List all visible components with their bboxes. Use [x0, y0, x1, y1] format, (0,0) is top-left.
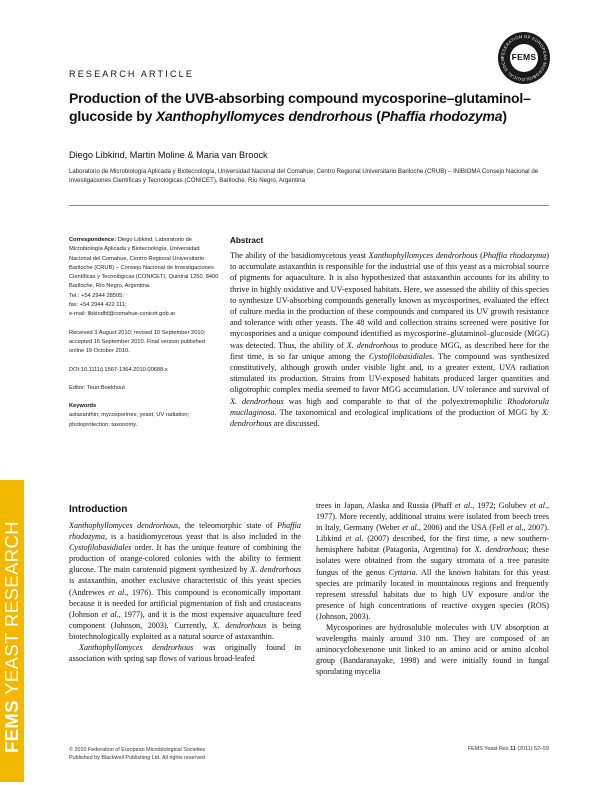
- received-dates: Received 3 August 2010; revised 10 September 2010; accepted 16 September 2010. Final version published online 19 October 2010.: [69, 329, 206, 355]
- article-title: Production of the UVB-absorbing compound mycosporine–glutaminol–glucoside by Xanthophyllomyces dendrorhous (Phaffia rhodozyma): [69, 90, 531, 124]
- intro-paragraph: Xanthophyllomyces dendrorhous, the teleomorphic state of Phaffia rhodozyma, is a basidiomycetous yeast that is also included in the Cystofilobasidiales order. It has the unique feature of combining the production of orange-colored colonies with the ability to ferment glucose. The main carotenoid pigment synthesized by X. dendrorhous is astaxanthin, another exclusive characteristic of this yeast species (Andrewes et al., 1976). This compound is economically important because it is needed for artificial pigmentation of fish and crustaceans (Johnson et al., 1977), and it is the most expensive aquaculture feed component (Johnson, 2003). Currently, X. dendrorhous is being biotechnologically exploited as a natural source of astaxanthin.: [69, 521, 302, 641]
- correspondence: Correspondence: Diego Libkind, Laboratorio de Microbiología Aplicada y Biotecnología, Universidad Nacional del Comahue, Centro Regional Universitario Bariloche (CRUB) – Consejo Nacional de Investigaciones Científicas y Tecnológicas (CONICET), Quintral 1250, 8400 Bariloche, Río Negro, Argentina.: [69, 237, 219, 290]
- abstract-heading: Abstract: [230, 236, 264, 245]
- doi-link[interactable]: DOI:10.1111/j.1567-1364.2010.00688.x: [69, 366, 168, 373]
- intro-paragraph: Mycosporines are hydrosoluble molecules with UV absorption at wavelengths mainly around 310 nm. They are composed of an aminocyclohexenone unit linked to an amino acid or amino alcohol group (Bandaranayake, 1998) and were initially found in fungal sporulating mycelia: [316, 623, 549, 677]
- fax: fax: +54 2944 422 111;: [69, 302, 127, 309]
- email-link[interactable]: e-mail: libkindfd@comahue-conicet.gob.ar: [69, 311, 176, 318]
- section-label: RESEARCH ARTICLE: [69, 69, 195, 79]
- article-info-column: [69, 236, 219, 430]
- editor: Editor: Teun Boekhout: [69, 384, 125, 391]
- telephone: Tel.: +54 2944 28505;: [69, 292, 124, 299]
- fems-logo-icon: [498, 32, 550, 84]
- author-list: Diego Libkind, Martin Moline & Maria van Broock: [69, 150, 268, 160]
- keywords-label: Keywords: [69, 403, 97, 410]
- affiliation: Laboratorio de Microbiología Aplicada y Biotecnología, Universidad Nacional del Comahue, Centro Regional Universitario Bariloche (CRUB) – INIBIOMA Consejo Nacional de Investigaciones Científicas y Tecnológicas (CONICET), Bariloche, Río Negro, Argentina: [69, 168, 539, 184]
- intro-column-1: [69, 520, 301, 664]
- logo-text: FEMS: [511, 52, 537, 62]
- header-divider: [69, 205, 549, 206]
- journal-sidebar-title: FEMS YEAST RESEARCH: [1, 520, 22, 754]
- footer-citation: FEMS Yeast Res 11 (2011) 52–59: [467, 746, 549, 752]
- intro-heading: Introduction: [69, 504, 128, 515]
- keywords: astaxanthin; mycosporines; yeast; UV radiation; photoprotection; taxonomy.: [69, 412, 190, 428]
- intro-paragraph: trees in Japan, Alaska and Russia (Phaff et al., 1972; Golubev et al., 1977). More recently, additional strains were isolated from beech trees in Italy, Germany (Weber et al., 2006) and the USA (Fell et al., 2007). Libkind et al. (2007) described, for the first time, a new southern-hemisphere habitat (Patagonia, Argentina) for X. dendrorhous; these isolates were obtained from the sugary stromata of a tree parasite fungus of the genus Cyttaria. All the known habitats for this yeast species are primarily located in mountainous regions and frequently represent stressful habitats due to high UV exposure and/or the presence of high concentrations of reactive oxygen species (ROS) (Johnson, 2003).: [316, 501, 550, 621]
- footer-copyright: © 2010 Federation of European Microbiological Societies Published by Blackwell Publishing Ltd. All rights reserved: [69, 747, 206, 761]
- intro-column-2: [316, 500, 549, 678]
- intro-paragraph: Xanthophyllomyces dendrorhous was originally found in association with spring sap flows of various broad-leafed: [69, 643, 301, 664]
- abstract-text: The ability of the basidiomycetous yeast Xanthophyllomyces dendrorhous (Phaffia rhodozyma) to accumulate astaxanthin is responsible for the industrial use of this yeast as a microbial source of pigments for aquaculture. It is also hypothesized that astaxanthin accounts for its ability to thrive in highly oxidative and UV-exposed habitats. Here, we assessed the ability of this species to synthesize UV-absorbing compounds generally known as mycosporines, evaluated the effect of culture media in the production of these compounds and compared its UV growth resistance and tolerance with other yeasts. The 48 wild and collection strains screened were positive for mycosporines and a unique compound identified as mycosporine–glutaminol–glucoside (MGG) was detected. Thus, the ability of X. dendrorhous to produce MGG, as described here for the first time, is so far unique among the Cystofilobasidiales. The compound was synthesized constitutively, although growth under visible light and, to a greater extent, UVA radiation stimulated its production. Strains from UV-exposed habitats produced larger quantities and oligotrophic complex media seemed to favor MGG accumulation. UV tolerance and survival of X. dendrorhous was high and comparable to that of the polyextremophilic Rhodotorula mucilaginosa. The taxonomical and ecological implications of the production of MGG by X. dendrorhous are discussed.: [230, 251, 550, 429]
- svg-text:FEDERATION OF EUROPEAN MICROBI: FEDERATION OF EUROPEAN MICROBIOLOGICAL SOCIE: [499, 33, 549, 83]
